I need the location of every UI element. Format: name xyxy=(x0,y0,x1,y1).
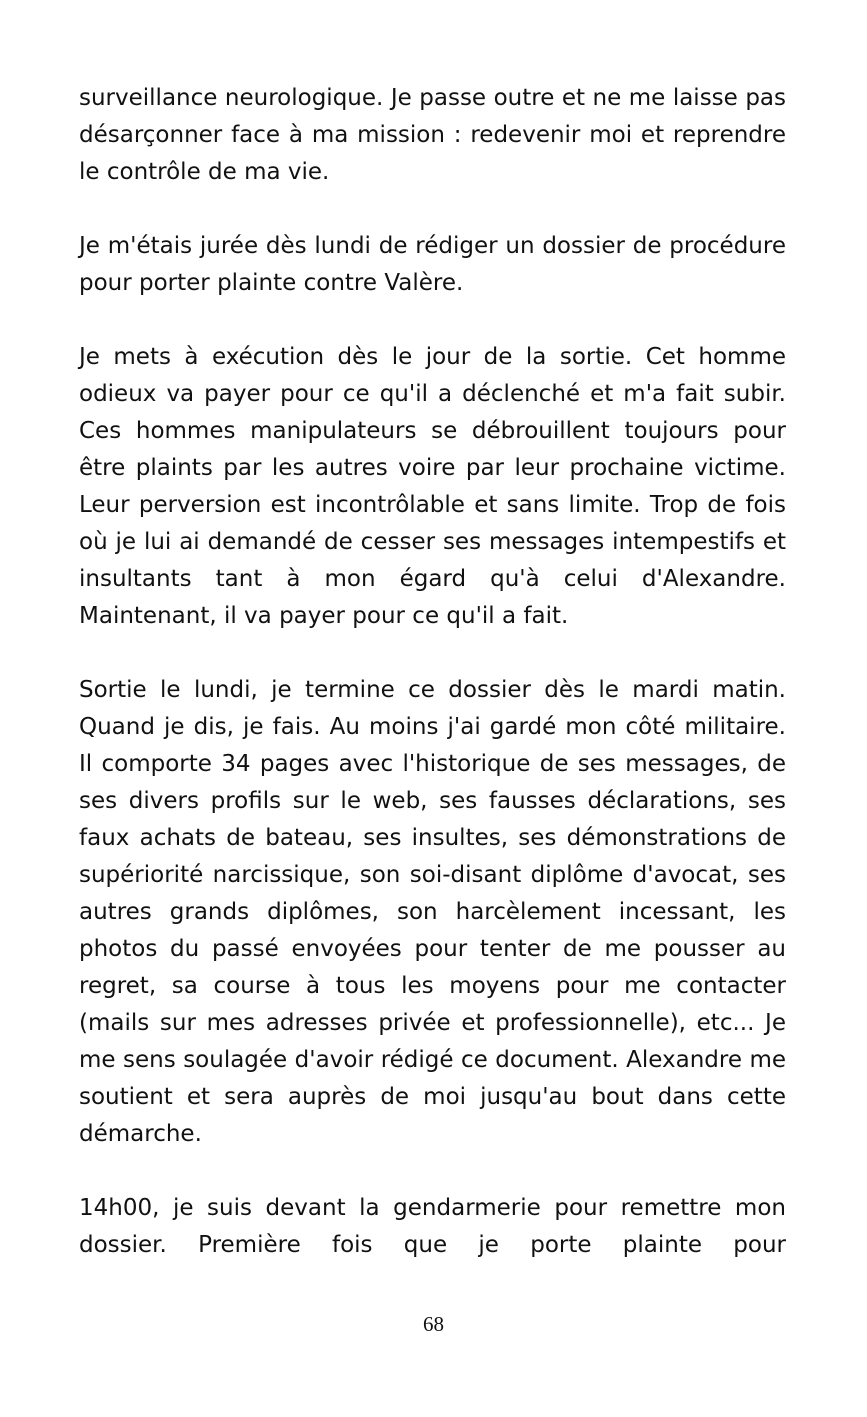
paragraph-2: Je m'étais jurée dès lundi de rédiger un dossier de procédure pour porter plainte contre Valère. xyxy=(79,233,786,296)
paragraph-5: 14h00, je suis devant la gendarmerie pour remettre mon dossier. Première fois que je porte plainte pour xyxy=(79,1195,786,1258)
page-body-text xyxy=(79,80,786,1264)
page-number: 68 xyxy=(423,1312,444,1336)
paragraph-1: surveillance neurologique. Je passe outre et ne me laisse pas désarçonner face à ma mission : redevenir moi et reprendre le contrôle de ma vie. xyxy=(79,85,786,185)
paragraph-4: Sortie le lundi, je termine ce dossier dès le mardi matin. Quand je dis, je fais. Au moins j'ai gardé mon côté militaire. Il comporte 34 pages avec l'historique de ses messages, de ses divers profils sur le web, ses fausses déclarations, ses faux achats de bateau, ses insultes, ses démonstrations de supériorité narcissique, son soi-disant diplôme d'avocat, ses autres grands diplômes, son harcèlement incessant, les photos du passé envoyées pour tenter de me pousser au regret, sa course à tous les moyens pour me contacter (mails sur mes adresses privée et professionnelle), etc... Je me sens soulagée d'avoir rédigé ce document. Alexandre me soutient et sera auprès de moi jusqu'au bout dans cette démarche. xyxy=(79,677,786,1147)
paragraph-3: Je mets à exécution dès le jour de la sortie. Cet homme odieux va payer pour ce qu'il a déclenché et m'a fait subir. Ces hommes manipulateurs se débrouillent toujours pour être plaints par les autres voire par leur prochaine victime. Leur perversion est incontrôlable et sans limite. Trop de fois où je lui ai demandé de cesser ses messages intempestifs et insultants tant à mon égard qu'à celui d'Alexandre. Maintenant, il va payer pour ce qu'il a fait. xyxy=(79,344,786,629)
